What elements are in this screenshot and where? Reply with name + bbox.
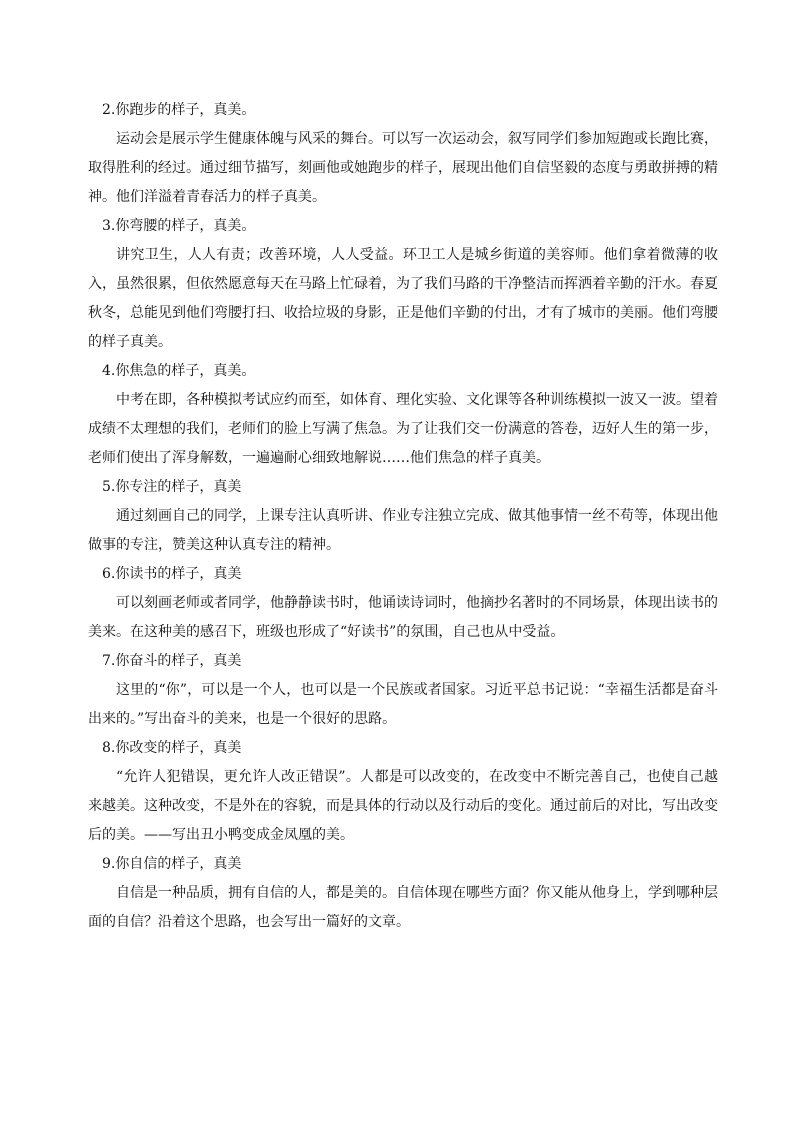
section-9 [88, 850, 718, 937]
section-body: 通过刻画自己的同学，上课专注认真听讲、作业专注独立完成、做其他事情一丝不苟等，体现出他做事的专注，赞美这种认真专注的精神。 [88, 508, 718, 553]
section-body: 自信是一种品质，拥有自信的人，都是美的。自信体现在哪些方面？你又能从他身上，学到哪种层面的自信？沿着这个思路，也会写出一篇好的文章。 [88, 885, 718, 930]
section-body: 可以刻画老师或者同学，他静静读书时，他诵读诗词时，他摘抄名著时的不同场景，体现出读书的美来。在这种美的感召下，班级也形成了“好读书”的氛围，自己也从中受益。 [88, 595, 718, 640]
section-heading: 5.你专注的样子，真美 [102, 479, 242, 495]
section-4 [88, 357, 718, 473]
section-heading: 8.你改变的样子，真美 [102, 740, 242, 756]
section-body: 讲究卫生，人人有责；改善环境，人人受益。环卫工人是城乡街道的美容师。他们拿着微薄的收入，虽然很累，但依然愿意每天在马路上忙碌着，为了我们马路的干净整洁而挥洒着辛勤的汗水。春夏秋冬，总能见到他们弯腰打扫、收拾垃圾的身影，正是他们辛勤的付出，才有了城市的美丽。他们弯腰的样子真美。 [88, 247, 718, 350]
section-heading: 9.你自信的样子，真美 [102, 856, 242, 872]
section-5 [88, 473, 718, 560]
section-body: 运动会是展示学生健康体魄与风采的舞台。可以写一次运动会，叙写同学们参加短跑或长跑比赛，取得胜利的经过。通过细节描写，刻画他或她跑步的样子，展现出他们自信坚毅的态度与勇敢拼搏的精神。他们洋溢着青春活力的样子真美。 [88, 131, 718, 205]
section-heading: 4.你焦急的样子，真美。 [102, 363, 256, 379]
section-heading: 3.你弯腰的样子，真美。 [102, 218, 256, 234]
section-heading: 6.你读书的样子，真美 [102, 566, 242, 582]
section-7 [88, 647, 718, 734]
section-3 [88, 212, 718, 357]
section-body: “允许人犯错误，更允许人改正错误”。人都是可以改变的，在改变中不断完善自己，也使自己越来越美。这种改变，不是外在的容貌，而是具体的行动以及行动后的变化。通过前后的对比，写出改变后的美。——写出丑小鸭变成金凤凰的美。 [88, 769, 718, 843]
section-6 [88, 560, 718, 647]
section-2 [88, 96, 718, 212]
section-heading: 7.你奋斗的样子，真美 [102, 653, 242, 669]
section-8 [88, 734, 718, 850]
section-body: 这里的“你”，可以是一个人，也可以是一个民族或者国家。习近平总书记说：“幸福生活都是奋斗出来的。”写出奋斗的美来，也是一个很好的思路。 [88, 682, 718, 727]
section-body: 中考在即，各种模拟考试应约而至，如体育、理化实验、文化课等各种训练模拟一波又一波。望着成绩不太理想的我们，老师们的脸上写满了焦急。为了让我们交一份满意的答卷，迈好人生的第一步，老师们使出了浑身解数，一遍遍耐心细致地解说……他们焦急的样子真美。 [88, 392, 718, 466]
section-heading: 2.你跑步的样子，真美。 [102, 102, 256, 118]
document-content [88, 96, 718, 937]
